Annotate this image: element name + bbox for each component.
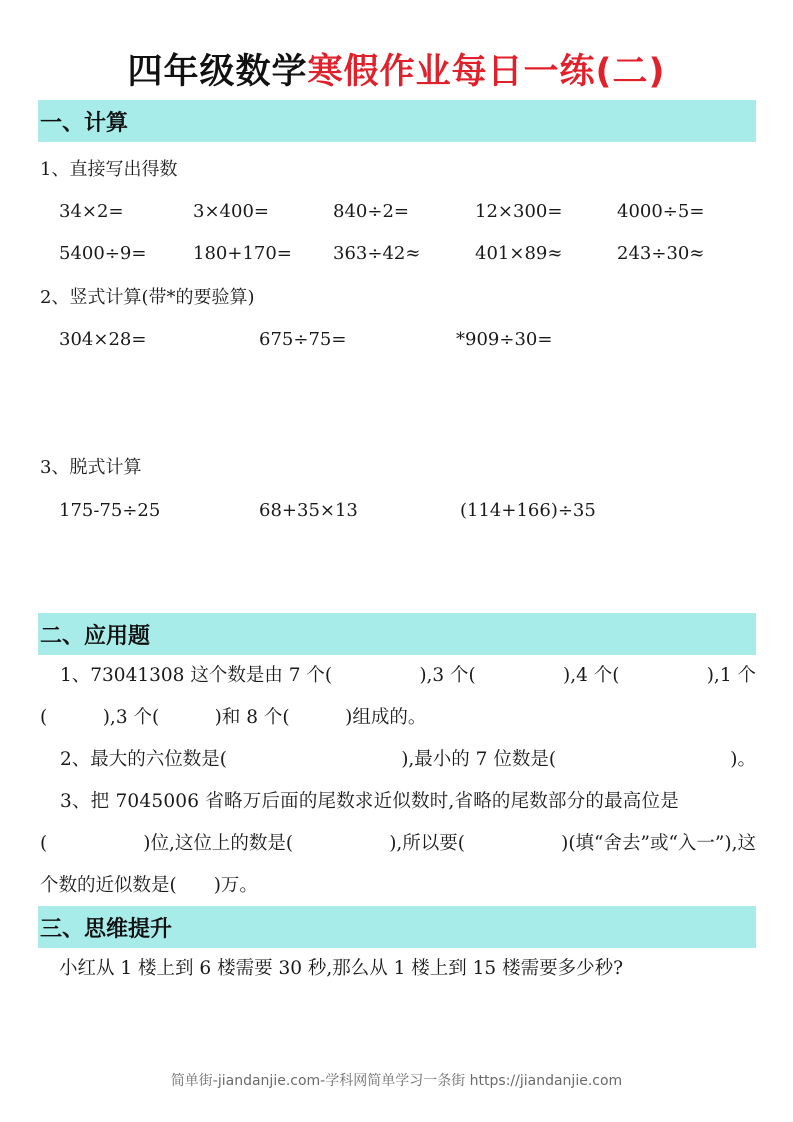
problem-2-line-1 <box>40 739 756 781</box>
q1-item: 4000÷5= <box>617 201 705 222</box>
section-3-heading: 三、思维提升 <box>40 916 173 942</box>
section-3-header <box>38 906 756 948</box>
problem-3-seg: )位,这位上的数是( <box>143 833 294 854</box>
problem-1-line-1 <box>40 655 756 697</box>
q3-item: 175-75÷25 <box>59 500 161 521</box>
q1-item: 180+170= <box>193 243 292 264</box>
section-2-header <box>38 613 756 655</box>
q1-item: 12×300= <box>475 201 563 222</box>
q1-item: 840÷2= <box>333 201 409 222</box>
problem-3-seg: )(填“舍去”或“入一”),这 <box>561 833 756 854</box>
problem-1-seg: ),4 个( <box>563 665 620 686</box>
problem-3-line-2 <box>40 823 756 865</box>
q1-item: 5400÷9= <box>59 243 147 264</box>
problem-1-seg: ),3 个( <box>419 665 476 686</box>
application-problem-3 <box>40 781 756 907</box>
problem-3-line-1: 3、把 7045006 省略万后面的尾数求近似数时,省略的尾数部分的最高位是 <box>60 791 679 812</box>
problem-1-seg: 1、73041308 这个数是由 7 个( <box>60 665 333 686</box>
q2-item: 304×28= <box>59 329 147 350</box>
q3-item: (114+166)÷35 <box>460 500 596 521</box>
application-problem-2 <box>40 739 756 781</box>
section-1-heading: 一、计算 <box>40 110 129 136</box>
q1-item: 34×2= <box>59 201 124 222</box>
section-1-header <box>38 100 756 142</box>
q1-label: 1、直接写出得数 <box>40 159 178 180</box>
title-grade-subject: 四年级数学 <box>127 52 308 92</box>
title-homework-name: 寒假作业每日一练(二) <box>307 52 666 92</box>
problem-2-seg: )。 <box>730 749 756 770</box>
section-2-heading: 二、应用题 <box>40 623 151 649</box>
footer-watermark: 简单街-jiandanjie.com-学科网简单学习一条街 https://jiandanjie.com <box>170 1073 623 1089</box>
application-problem-1 <box>40 655 756 739</box>
problem-3-seg: ),所以要( <box>389 833 466 854</box>
problem-1-seg: ),1 个 <box>706 665 756 686</box>
thinking-question: 小红从 1 楼上到 6 楼需要 30 秒,那么从 1 楼上到 15 楼需要多少秒? <box>59 958 623 979</box>
problem-2-seg: 2、最大的六位数是( <box>60 749 227 770</box>
q2-label: 2、竖式计算(带*的要验算) <box>40 287 255 308</box>
problem-1-line-2: ( ),3 个( )和 8 个( )组成的。 <box>40 707 427 728</box>
problem-3-seg: ( <box>40 833 48 854</box>
q3-item: 68+35×13 <box>259 500 358 521</box>
q2-item: 675÷75= <box>259 329 347 350</box>
page-title <box>0 44 793 94</box>
q3-label: 3、脱式计算 <box>40 457 142 478</box>
q1-item: 363÷42≈ <box>333 243 421 264</box>
problem-2-seg: ),最小的 7 位数是( <box>401 749 557 770</box>
q2-item: *909÷30= <box>456 329 553 350</box>
problem-3-line-3: 个数的近似数是( )万。 <box>40 875 258 896</box>
q1-item: 3×400= <box>193 201 269 222</box>
q1-item: 243÷30≈ <box>617 243 705 264</box>
q1-item: 401×89≈ <box>475 243 563 264</box>
